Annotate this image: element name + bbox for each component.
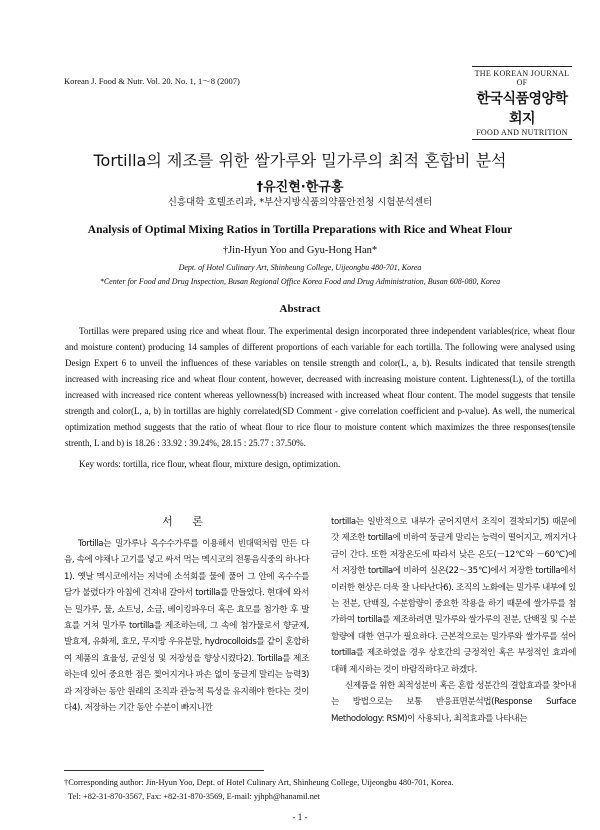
footnote-rule <box>64 770 264 771</box>
title-english: Analysis of Optimal Mixing Ratios in Tortilla Preparations with Rice and Wheat Flour <box>87 224 513 236</box>
page-number: - 1 - <box>292 812 308 822</box>
logo-rule-top <box>472 66 572 67</box>
logo-line1: THE KOREAN JOURNAL OF <box>474 69 570 87</box>
left-column-paragraph: Tortilla는 밀가루나 옥수수가루를 이용해서 빈대떡처럼 만든 다음, 속에 야채나 고기를 넣고 싸서 먹는 멕시코의 전통음식중의 하나다1). 옛날 멕시코에서는 저녁에 소석회를 물에 풀어 그 안에 옥수수를 담가 불렸다가 아침에 건져내 갈아서 tortilla를 만들었다. 현대에 와서는 밀가루, 물, 쇼트닝, 소금, 베이킹파우더 혹은 효모를 첨가한 후 발효를 거쳐 밀가루 tortilla를 제조하는데, 그 속에 첨가물로서 향균제, 발효제, 유화제, 효모, 무지방 우유분말, hydrocolloids를 같이 혼합하여 제품의 효율성, 균일성 및 저장성을 향상시켰다2). Tortilla를 제조하는데 있어 중요한 점은 찢어지거나 파손 없이 둥글게 말리는 능력3)과 저장하는 동안 원래의 조직과 관능적 특성을 유지해야 한다는 것이다4). 저장하는 기간 동안 수분이 빠지니깐 <box>64 539 309 714</box>
journal-logo <box>472 66 572 140</box>
logo-line2: FOOD AND NUTRITION <box>476 128 568 137</box>
footnote-line-2: Tel: +82-31-870-3567, Fax: +82-31-870-3569, E-mail: yjhph@hanamil.net <box>68 792 320 801</box>
authors-english: †Jin-Hyun Yoo and Gyu-Hong Han* <box>222 245 378 256</box>
abstract-body <box>65 323 575 451</box>
affiliation-english-2: *Center for Food and Drug Inspection, Busan Regional Office Korea Food and Drug Administration, Busan 608-080, Korea <box>99 277 501 286</box>
abstract-heading: Abstract <box>279 303 321 315</box>
abstract-text: Tortillas were prepared using rice and wheat flour. The experimental design incorporated three independent variables(rice, wheat flour and moisture content) producing 14 samples of different proportions of each variable for each tortilla. The following were analysed using Design Expert 6 to unveil the influences of these variables on tensile strength and color(L, a, b). Results indicated that tensile strength increased with increasing rice and wheat flour content, however, decreased with increasing moisture content. Lighteness(L), of the tortilla increased with increased rice content whereas yellowness(b) increased with increased wheat flour content. The model suggests that tensile strength and color(L, a, b) in tortillas are highly correlated(SD Comment - give correlation coefficient and p-value). As well, the numerical optimization method suggests that the ratio of wheat flour to rice flour to moisture content which maximizes the three responses(tensile strenth, L and b) is 18.26 : 33.92 : 39.24%, 28.15 : 25.77 : 37.50%. <box>65 326 575 448</box>
left-column <box>64 536 309 716</box>
section-heading-introduction: 서 론 <box>162 515 211 528</box>
affiliation-korean: 신흥대학 호텔조리과, *부산지방식품의약품안전청 시험분석센터 <box>167 197 433 208</box>
right-column-paragraph-1: tortilla는 일반적으로 내부가 굳어지면서 조직이 결착되기5) 때문에 갓 제조한 tortilla에 비하여 둥글게 말리는 능력이 떨어지고, 깨지거나 금이 간다. 또한 저장온도에 따라서 낮은 온도(－12℃와 －60℃)에서 저장한 tortilla에 비하여 실온(22～35℃)에서 저장한 tortilla에서 이러한 현상은 더욱 잘 나타난다6). 조직의 노화에는 밀가루 내부에 있는 전분, 단백질, 수분함량이 중요한 작용을 하기 때문에 쌀가루를 첨가하여 tortilla를 제조하려면 밀가루와 쌀가루의 전분, 단백질 및 수분함량에 대한 연구가 필요하다. 근본적으로는 밀가루와 쌀가루를 섞어 tortilla를 제조하였을 경우 상호간의 긍정적인 혹은 부정적인 효과에 대해 제시하는 것이 바람직하다고 하겠다. <box>331 517 576 675</box>
keywords: Key words: tortilla, rice flour, wheat flour, mixture design, optimization. <box>79 459 341 469</box>
title-korean: Tortilla의 제조를 위한 쌀가루와 밀가루의 최적 혼합비 분석 <box>93 151 507 170</box>
right-column-paragraph-2: 신제품을 위한 최적성분비 혹은 혼합 성분간의 결합효과를 찾아내는 방법으로는 보통 반응표면분석법(Response Surface Methodology: RSM)이 사용되나, 최적효과를 나타내는 <box>331 681 576 724</box>
authors-korean: †유진현·한규홍 <box>256 180 344 195</box>
affiliation-english-1: Dept. of Hotel Culinary Art, Shinheung College, Uijeongbu 480-701, Korea <box>178 263 422 272</box>
footnote <box>64 776 584 804</box>
right-column <box>331 514 576 727</box>
logo-rule-bottom <box>472 139 572 140</box>
footnote-line-1: †Corresponding author: Jin-Hyun Yoo, Dept. of Hotel Culinary Art, Shinheung College, Uijeongbu 480-701, Korea. <box>64 778 454 787</box>
logo-korean: 한국식품영양학회지 <box>476 91 568 127</box>
journal-citation: Korean J. Food & Nutr. Vol. 20. No. 1, 1～8 (2007) <box>64 76 240 86</box>
